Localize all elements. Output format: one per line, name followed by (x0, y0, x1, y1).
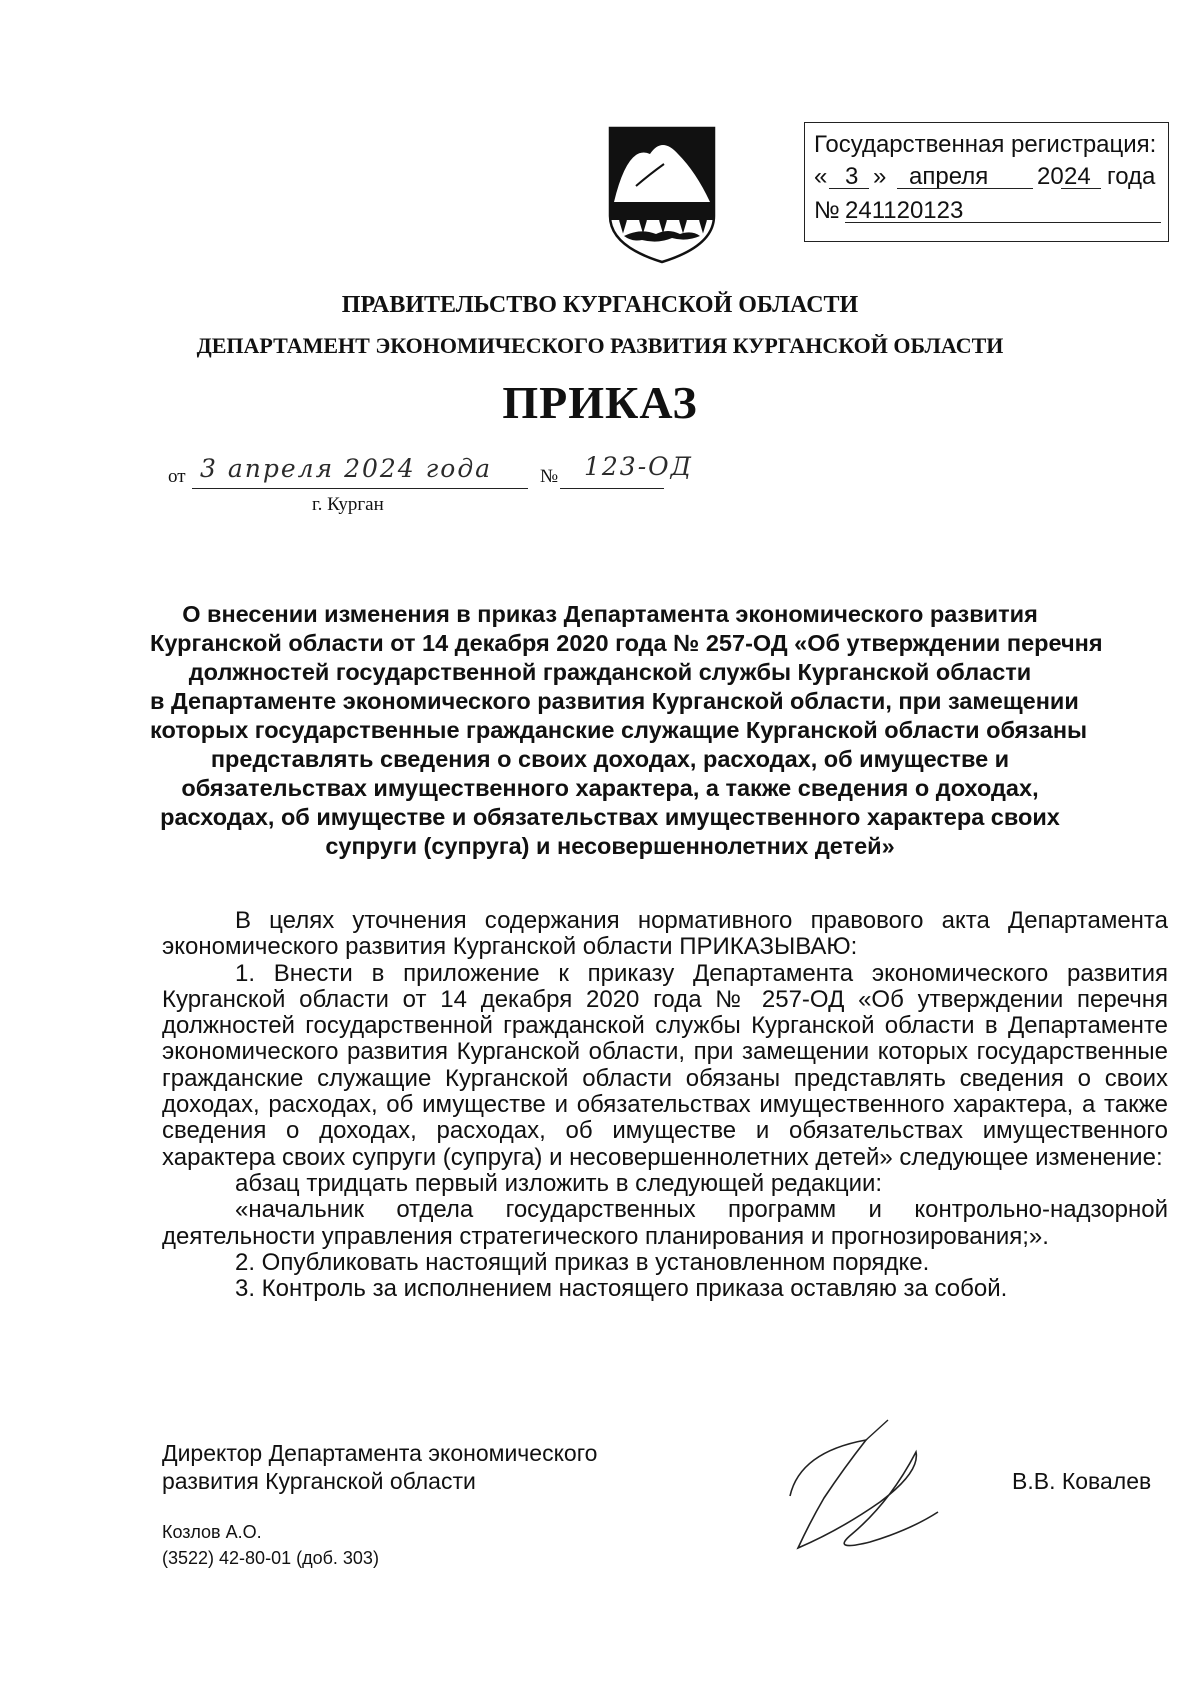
registration-open-quote: « (814, 163, 828, 190)
body-paragraph-item-2: 2. Опубликовать настоящий приказ в установленном порядке. (235, 1248, 930, 1276)
heading-line: Курганской области от 14 декабря 2020 года № 257-ОД «Об утверждении перечня (150, 630, 1103, 656)
body-paragraph-item-3: 3. Контроль за исполнением настоящего приказа оставляю за собой. (235, 1275, 1008, 1303)
registration-number: 241120123 (845, 197, 964, 224)
registration-number-label: № (814, 197, 840, 224)
government-title: ПРАВИТЕЛЬСТВО КУРГАНСКОЙ ОБЛАСТИ (341, 292, 859, 318)
order-date-label: от (168, 466, 186, 487)
registration-day: 3 (845, 163, 859, 190)
heading-line: должностей государственной гражданской службы Курганской области (188, 659, 1032, 685)
registration-year-prefix: 20 (1037, 163, 1064, 190)
order-body (162, 908, 1168, 1302)
body-paragraph-item-1: 1. Внести в приложение к приказу Департамента экономического развития Курганской области от 14 декабря 2020 года № 257-ОД «Об утверждении перечня должностей государственной гражданской службы Курганской области в Департаменте экономического развития Курганской области, при замещении которых государственные гражданские служащие Курганской области обязаны представлять сведения о своих доходах, расходах, об имуществе и обязательствах имущественного характера, а также сведения о доходах, расходах, об имуществе и обязательствах имущественного характера своих супруги (супруга) и несовершеннолетних детей» следующее изменение: (162, 959, 1168, 1171)
signer-position-line1: Директор Департамента экономического (162, 1440, 598, 1466)
signer-position-line2: развития Курганской области (162, 1468, 476, 1494)
document-type-title: ПРИКАЗ (502, 377, 698, 428)
executor-name: Козлов А.О. (162, 1522, 262, 1542)
registration-box (804, 122, 1169, 242)
executor-phone: (3522) 42-80-01 (доб. 303) (162, 1548, 379, 1568)
body-paragraph-preamble: В целях уточнения содержания нормативного правового акта Департамента экономического развития Курганской области ПРИКАЗЫВАЮ: (162, 907, 1168, 961)
heading-line: супруги (супруга) и несовершеннолетних детей» (325, 833, 895, 859)
registration-title: Государственная регистрация: (814, 131, 1157, 158)
heading-line: в Департаменте экономического развития Курганской области, при замещении (150, 688, 1079, 714)
body-paragraph-abzac: абзац тридцать первый изложить в следующей редакции: (235, 1169, 883, 1197)
heading-line: представлять сведения о своих доходах, расходах, об имуществе и (210, 746, 1010, 772)
registration-year-word: года (1107, 163, 1156, 190)
order-city: г. Курган (312, 494, 384, 515)
heading-line: которых государственные гражданские служащие Курганской области обязаны (150, 717, 1088, 743)
department-title: ДЕПАРТАМЕНТ ЭКОНОМИЧЕСКОГО РАЗВИТИЯ КУРГАНСКОЙ ОБЛАСТИ (196, 333, 1004, 358)
registration-month: апреля (909, 163, 989, 190)
signature-icon (770, 1412, 950, 1562)
registration-close-quote: » (873, 163, 887, 190)
heading-line: О внесении изменения в приказ Департамента экономического развития (182, 601, 1038, 627)
registration-year-suffix: 24 (1064, 163, 1091, 190)
body-paragraph-quote: «начальник отдела государственных программ и контрольно-надзорной деятельности управления стратегического планирования и прогнозирования;». (162, 1196, 1168, 1250)
heading-line: обязательствах имущественного характера, а также сведения о доходах, (181, 775, 1039, 801)
order-number-handwritten: 123-ОД (584, 452, 693, 481)
heading-line: расходах, об имуществе и обязательствах имущественного характера своих (160, 804, 1060, 830)
signer-name: В.В. Ковалев (1012, 1468, 1152, 1494)
order-number-label: № (540, 466, 559, 487)
coat-of-arms-icon (606, 124, 718, 266)
order-date-handwritten: 3 апреля 2024 года (200, 454, 493, 483)
order-heading (150, 600, 1103, 861)
